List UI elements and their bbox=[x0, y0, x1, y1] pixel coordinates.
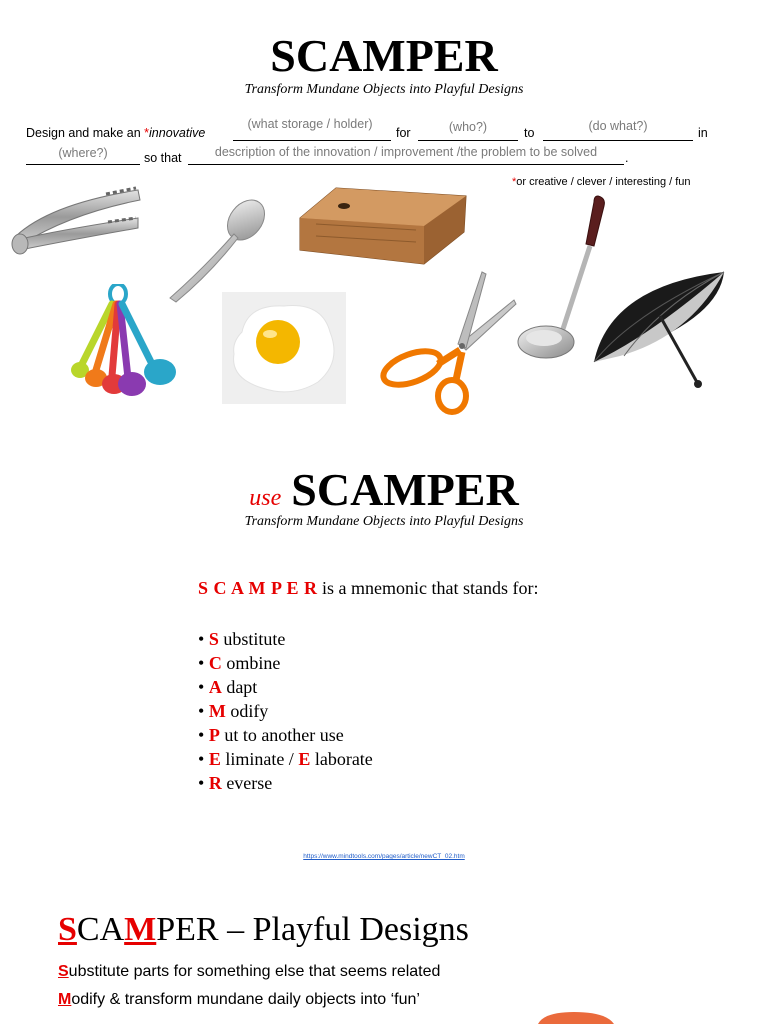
footnote-text: or creative / clever / interesting / fun bbox=[516, 176, 691, 188]
section2-subtitle: Transform Mundane Objects into Playful Designs bbox=[244, 514, 524, 529]
letter-m: M bbox=[208, 701, 226, 721]
fried-egg-image bbox=[222, 292, 346, 404]
item-text: ombine bbox=[226, 653, 281, 673]
list-item-r: • R everse bbox=[198, 773, 273, 793]
item-text: everse bbox=[226, 773, 273, 793]
item-text: liminate / bbox=[225, 749, 299, 769]
umbrella-image bbox=[590, 266, 730, 390]
mnemonic-rest: is a mnemonic that stands for: bbox=[322, 578, 539, 598]
blank-who[interactable] bbox=[418, 140, 518, 141]
section3-line2 bbox=[58, 991, 420, 1009]
letter-c: C bbox=[208, 653, 222, 673]
letter-a: A bbox=[208, 677, 222, 697]
use-word: use bbox=[249, 485, 282, 511]
measuring-spoons-image bbox=[62, 284, 186, 402]
list-item-c: • C ombine bbox=[198, 653, 281, 673]
letter-e: E bbox=[208, 749, 221, 769]
section3-line1 bbox=[58, 963, 440, 981]
section3-title bbox=[58, 908, 469, 952]
line1-text: ubstitute parts for something else that seems related bbox=[68, 963, 441, 980]
mnemonic-line bbox=[198, 578, 539, 599]
in-label: in bbox=[698, 126, 708, 140]
item-text: odify bbox=[230, 701, 269, 721]
footnote-asterisk: * bbox=[512, 176, 517, 188]
blank-what-storage[interactable] bbox=[233, 140, 391, 141]
title-ca: CA bbox=[76, 911, 125, 948]
cutting-board-image bbox=[296, 184, 470, 266]
letter-r: R bbox=[208, 773, 222, 793]
list-item-e: • E liminate / E laborate bbox=[198, 749, 373, 769]
mnemonic-word: S C A M P E R bbox=[198, 578, 318, 598]
letter-p: P bbox=[208, 725, 220, 745]
list-item-a: • A dapt bbox=[198, 677, 258, 697]
item-text: laborate bbox=[314, 749, 373, 769]
page-title: SCAMPER bbox=[270, 30, 498, 81]
list-item-p: • P ut to another use bbox=[198, 725, 344, 745]
page-subtitle: Transform Mundane Objects into Playful Designs bbox=[244, 82, 524, 97]
title-letter-s: S bbox=[58, 911, 77, 948]
letter-e-2: E bbox=[298, 749, 311, 769]
tongs-image bbox=[10, 184, 144, 264]
line2-letter-m: M bbox=[58, 991, 72, 1008]
line1-letter-s: S bbox=[58, 963, 69, 980]
title-letter-m: M bbox=[124, 911, 157, 948]
innovative-label: innovative bbox=[149, 126, 206, 140]
hint-description: description of the innovation / improvement /the problem to be solved bbox=[214, 145, 598, 159]
item-text: ubstitute bbox=[223, 629, 286, 649]
scissors-image bbox=[376, 270, 518, 416]
orange-object-image bbox=[534, 1010, 618, 1024]
title-rest: PER – Playful Designs bbox=[156, 911, 469, 948]
scamper-list bbox=[198, 627, 373, 795]
item-text: dapt bbox=[226, 677, 258, 697]
hint-what-storage: (what storage / holder) bbox=[247, 117, 373, 131]
blank-do-what[interactable] bbox=[543, 140, 693, 141]
list-item-m: • M odify bbox=[198, 701, 269, 721]
for-label: for bbox=[396, 126, 411, 140]
section2-title: SCAMPER bbox=[291, 464, 519, 515]
footnote bbox=[512, 176, 691, 188]
hint-where: (where?) bbox=[58, 146, 108, 160]
list-item-s: • S ubstitute bbox=[198, 629, 286, 649]
hint-who: (who?) bbox=[448, 120, 488, 134]
blank-description[interactable] bbox=[188, 164, 624, 165]
so-that-label: so that bbox=[144, 151, 182, 165]
hint-do-what: (do what?) bbox=[588, 119, 648, 133]
line2-text: odify & transform mundane daily objects into ‘fun’ bbox=[71, 991, 420, 1008]
design-label: Design and make an bbox=[26, 126, 141, 140]
letter-s: S bbox=[208, 629, 219, 649]
sentence-design-text bbox=[26, 126, 205, 140]
to-label: to bbox=[524, 126, 535, 140]
item-text: ut to another use bbox=[224, 725, 344, 745]
blank-where[interactable] bbox=[26, 164, 140, 165]
source-link[interactable]: https://www.mindtools.com/pages/article/newCT_02.htm bbox=[303, 853, 465, 860]
period-mark: . bbox=[625, 151, 629, 165]
asterisk-mark: * bbox=[144, 126, 150, 140]
